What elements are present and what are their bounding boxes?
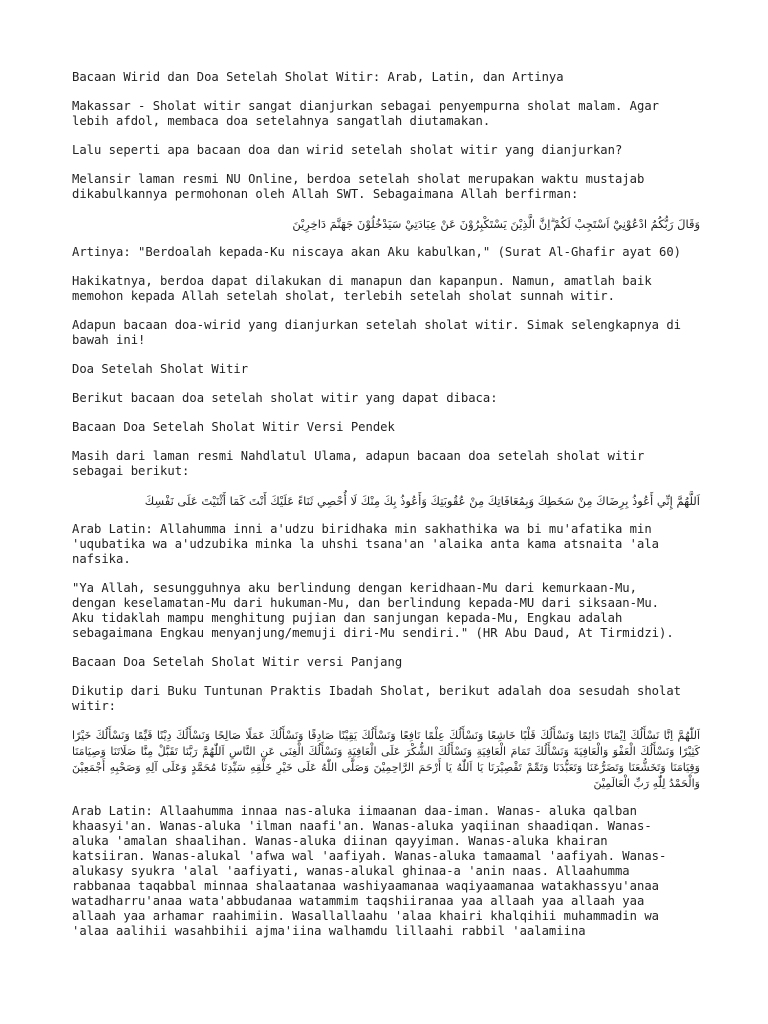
paragraph-intro: Makassar - Sholat witir sangat dianjurkan sebagai penyempurna sholat malam. Agar lebih afdol, membaca doa setelahnya sangatlah diutamakan.: [72, 99, 659, 128]
section-heading-short: Bacaan Doa Setelah Sholat Witir Versi Pendek: [72, 420, 395, 434]
paragraph-adapun: Adapun bacaan doa-wirid yang dianjurkan setelah sholat witir. Simak selengkapnya di bawah ini!: [72, 318, 682, 347]
paragraph-nu-online: Melansir laman resmi NU Online, berdoa setelah sholat merupakan waktu mustajab dikabulkannya permohonan oleh Allah SWT. Sebagaimana Allah berfirman:: [72, 172, 645, 201]
paragraph-translation-short: "Ya Allah, sesungguhnya aku berlindung dengan keridhaan-Mu dari kemurkaan-Mu, dengan keselamatan-Mu dari hukuman-Mu, dan berlindung kepada-MU dari siksaan-Mu. Aku tidaklah mampu menghitung pujian dan sanjungan kepada-Mu, Engkau adalah sebagaimana Engkau menyanjung/memuji diri-Mu sendiri." (HR Abu Daud, At Tirmidzi).: [72, 581, 674, 640]
arabic-verse-ghafir: وَقَالَ رَبُّكُمُ ادْعُوْنِيْٓ اَسْتَجِبْ لَكُمْ ۗاِنَّ الَّذِيْنَ يَسْتَكْبِرُوْنَ عَنْ عِبَادَتِيْ سَيَدْخُلُوْنَ جَهَنَّمَ دَاخِرِيْنَ: [292, 217, 700, 231]
paragraph-latin-short: Arab Latin: Allahumma inni a'udzu biridhaka min sakhathika wa bi mu'afatika min 'uqubatika wa a'udzubika minka la uhshi tsana'an 'alaika anta kama atsnaita 'ala nafsika.: [72, 522, 659, 566]
paragraph-latin-long: Arab Latin: Allaahumma innaa nas-aluka iimaanan daa-iman. Wanas- aluka qalban khaasyi'an. Wanas-aluka 'ilman naafi'an. Wanas-aluka yaqiinan shaadiqan. Wanas- aluka 'amalan shaalihan. Wanas-aluka diinan qayyiman. Wanas-aluka khairan katsiiran. Wanas-alukal 'afwa wal 'aafiyah. Wanas-aluka tamaamal 'aafiyah. Wanas- alukasy syukra 'alal 'aafiyati, wanas-alukal ghinaa-a 'anin naas. Allaahumma rabbanaa taqabbal minnaa shalaatanaa washiyaamanaa waqiyaamanaa watakhassyu'anaa watadharru'anaa wata'abbudanaa watammim taqshiiranaa yaa allaah yaa allaah yaa allaah yaa arhamar raahimiin. Wasallallaahu 'alaa khairi khalqihii muhammadin wa 'alaa aalihii wasahbihii ajma'iina walhamdu lillaahi rabbil 'aalamiina: [72, 804, 667, 938]
paragraph-question: Lalu seperti apa bacaan doa dan wirid setelah sholat witir yang dianjurkan?: [72, 143, 623, 157]
paragraph-hakikat: Hakikatnya, berdoa dapat dilakukan di manapun dan kapanpun. Namun, amatlah baik memohon kepada Allah setelah sholat, terlebih setelah sholat sunnah witir.: [72, 274, 652, 303]
arabic-doa-short: اَللَّهُمَّ إِنِّي أَعُوذُ بِرِضَاكَ مِنْ سَخَطِكَ وَبِمُعَافَاتِكَ مِنْ عُقُوبَتِكَ وَأَعُوذُ بِكَ مِنْكَ لَا أُحْصِي ثَنَاءً عَلَيْكَ أَنْتَ كَمَا أَثْنَيْتَ عَلَى نَفْسِكَ: [144, 494, 700, 508]
paragraph-verse-meaning: Artinya: "Berdoalah kepada-Ku niscaya akan Aku kabulkan," (Surat Al-Ghafir ayat 60): [72, 245, 682, 259]
section-heading-doa: Doa Setelah Sholat Witir: [72, 362, 249, 376]
section-heading-long: Bacaan Doa Setelah Sholat Witir versi Panjang: [72, 655, 403, 669]
paragraph-nahdlatul: Masih dari laman resmi Nahdlatul Ulama, adapun bacaan doa setelah sholat witir sebagai berikut:: [72, 449, 645, 478]
document-title: Bacaan Wirid dan Doa Setelah Sholat Witir: Arab, Latin, dan Artinya: [72, 70, 564, 84]
paragraph-berikut: Berikut bacaan doa setelah sholat witir yang dapat dibaca:: [72, 391, 498, 405]
arabic-doa-long: اَللّٰهُمَّ اِنَّا نَسْأَلُكَ اِيْمَانًا دَائِمًا وَنَسْأَلُكَ قَلْبًا خَاشِعًا وَنَسْأَلُكَ عِلْمًا نَافِعًا وَنَسْأَلُكَ يَقِيْنًا صَادِقًا وَنَسْأَلُكَ عَمَلًا صَالِحًا وَنَسْأَلُكَ دِيْنًا قَيِّمًا وَنَسْأَلُكَ خَيْرًا كَثِيْرًا وَنَسْأَلُكَ الْعَفْوَ وَالْعَافِيَةَ وَنَسْأَلُكَ تَمَامَ الْعَافِيَةِ وَنَسْأَلُكَ الشُّكْرَ عَلَى الْعَافِيَةِ وَنَسْأَلُكَ الْغِنَى عَنِ النَّاسِ اَللّٰهُمَّ رَبَّنَا تَقَبَّلْ مِنَّا صَلَاتَنَا وَصِيَامَنَا وَقِيَامَنَا وَتَخَشُّعَنَا وَتَضَرُّعَنَا وَتَعَبُّدَنَا وَتَمِّمْ تَقْصِيْرَنَا يَا اَللّٰهُ يَا أَرْحَمَ الرَّاحِمِيْنَ وَصَلَّى اللّٰهُ عَلَى خَيْرِ خَلْقِهِ سَيِّدِنَا مُحَمَّدٍ وَعَلَى آلِهِ وَصَحْبِهِ أَجْمَعِيْنَ وَالْحَمْدُ لِلّٰهِ رَبِّ الْعَالَمِيْنَ: [68, 729, 700, 790]
paragraph-dikutip: Dikutip dari Buku Tuntunan Praktis Ibadah Sholat, berikut adalah doa sesudah sholat witir:: [72, 684, 682, 713]
